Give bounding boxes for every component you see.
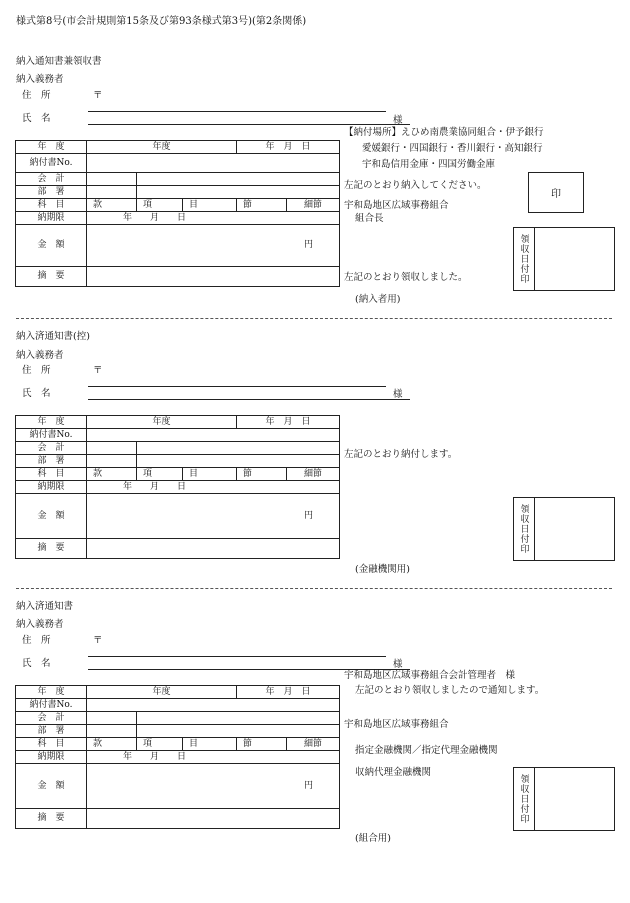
section1-org: 宇和島地区広域事務組合 xyxy=(344,200,449,211)
row-year-label: 年 度 xyxy=(16,686,87,699)
saisetsu-cell: 細節 xyxy=(287,738,340,751)
kan-cell: 款 xyxy=(87,738,137,751)
notice-no-value xyxy=(87,154,340,173)
receipt-date-label: 領収日付印 xyxy=(518,504,529,554)
section1-head: 組合長 xyxy=(355,213,384,224)
section2-receipt-date-box xyxy=(513,497,615,561)
kan-cell: 款 xyxy=(87,199,137,212)
form-number: 様式第8号(市会計規則第15条及び第93条様式第3号)(第2条関係) xyxy=(16,16,307,27)
row-year-label: 年 度 xyxy=(16,141,87,154)
section2-footer: (金融機関用) xyxy=(355,564,410,575)
account-code xyxy=(87,712,137,725)
year-value: 年度 xyxy=(87,416,237,429)
section1-postal-mark: 〒 xyxy=(93,90,103,101)
date-value: 年 月 日 xyxy=(237,416,340,429)
deadline-value: 年 月 日 xyxy=(87,481,340,494)
row-dept-label: 部 署 xyxy=(16,455,87,468)
section3-postal-mark: 〒 xyxy=(93,635,103,646)
section2-postal-mark: 〒 xyxy=(93,365,103,376)
notice-no-value xyxy=(87,429,340,442)
row-remarks-label: 摘 要 xyxy=(16,267,87,287)
section3-org: 宇和島地区広域事務組合 xyxy=(344,719,449,730)
cut-line-1 xyxy=(16,318,612,319)
section1-request-text: 左記のとおり納入してください。 xyxy=(344,180,487,191)
row-dept-label: 部 署 xyxy=(16,725,87,738)
remarks-value xyxy=(87,809,340,829)
dept-code xyxy=(87,186,137,199)
section2-address-line xyxy=(88,386,386,387)
row-account-label: 会 計 xyxy=(16,442,87,455)
year-value: 年度 xyxy=(87,141,237,154)
section3-address-line xyxy=(88,656,386,657)
amount-yen: 円 xyxy=(87,764,340,809)
remarks-value xyxy=(87,267,340,287)
section2-title: 納入済通知書(控) xyxy=(16,331,90,342)
row-remarks-label: 摘 要 xyxy=(16,809,87,829)
section1-pay-place-2: 愛媛銀行・四国銀行・香川銀行・高知銀行 xyxy=(362,143,543,154)
kan-cell: 款 xyxy=(87,468,137,481)
section3-notice-text: 左記のとおり領収しましたので通知します。 xyxy=(355,685,545,696)
notice-no-value xyxy=(87,699,340,712)
row-deadline-label: 納期限 xyxy=(16,751,87,764)
account-code xyxy=(87,173,137,186)
row-year-label: 年 度 xyxy=(16,416,87,429)
amount-yen: 円 xyxy=(87,225,340,267)
saisetsu-cell: 細節 xyxy=(287,199,340,212)
row-item-label: 科 目 xyxy=(16,468,87,481)
section1-address-line xyxy=(88,111,386,112)
seal-box xyxy=(528,172,584,213)
section3-manager: 宇和島地区広域事務組合会計管理者 様 xyxy=(344,670,516,681)
row-item-label: 科 目 xyxy=(16,199,87,212)
row-account-label: 会 計 xyxy=(16,712,87,725)
section1-name-line xyxy=(88,124,410,125)
row-notice-no-label: 納付書No. xyxy=(16,429,87,442)
kou-cell: 項 xyxy=(137,738,183,751)
section2-name-line xyxy=(88,399,410,400)
section1-received-text: 左記のとおり領収しました。 xyxy=(344,272,468,283)
row-amount-label: 金 額 xyxy=(16,764,87,809)
section3-footer: (組合用) xyxy=(355,833,391,844)
account-value xyxy=(137,173,340,186)
section3-bank-1: 指定金融機関／指定代理金融機関 xyxy=(355,745,498,756)
saisetsu-cell: 細節 xyxy=(287,468,340,481)
receipt-date-label: 領収日付印 xyxy=(518,774,529,824)
account-code xyxy=(87,442,137,455)
year-value: 年度 xyxy=(87,686,237,699)
row-notice-no-label: 納付書No. xyxy=(16,154,87,173)
seal-label: 印 xyxy=(551,189,561,200)
section2-name-label: 氏 名 xyxy=(22,388,51,399)
row-amount-label: 金 額 xyxy=(16,225,87,267)
section1-payer-label: 納入義務者 xyxy=(16,74,64,85)
section1-pay-place-3: 宇和島信用金庫・四国労働金庫 xyxy=(362,159,496,170)
account-value xyxy=(137,712,340,725)
row-item-label: 科 目 xyxy=(16,738,87,751)
section1-pay-place-1: 【納付場所】えひめ南農業協同組合・伊予銀行 xyxy=(344,127,544,138)
section3-receipt-date-box xyxy=(513,767,615,831)
dept-value xyxy=(137,455,340,468)
dept-value xyxy=(137,725,340,738)
row-deadline-label: 納期限 xyxy=(16,212,87,225)
row-amount-label: 金 額 xyxy=(16,494,87,539)
moku-cell: 目 xyxy=(183,468,237,481)
section3-title: 納入済通知書 xyxy=(16,601,74,612)
dept-code xyxy=(87,725,137,738)
row-deadline-label: 納期限 xyxy=(16,481,87,494)
setsu-cell: 節 xyxy=(237,199,287,212)
section2-payer-label: 納入義務者 xyxy=(16,350,64,361)
section3-address-label: 住 所 xyxy=(22,635,51,646)
receipt-date-label: 領収日付印 xyxy=(518,234,529,284)
row-dept-label: 部 署 xyxy=(16,186,87,199)
deadline-value: 年 月 日 xyxy=(87,751,340,764)
section3-bank-2: 収納代理金融機関 xyxy=(355,767,432,778)
section2-sama: 様 xyxy=(393,389,403,400)
section1-title: 納入通知書兼領収書 xyxy=(16,56,102,67)
cut-line-2 xyxy=(16,588,612,589)
section2-form-table xyxy=(15,415,340,559)
row-notice-no-label: 納付書No. xyxy=(16,699,87,712)
section1-receipt-date-box xyxy=(513,227,615,291)
section1-address-label: 住 所 xyxy=(22,90,51,101)
dept-value xyxy=(137,186,340,199)
moku-cell: 目 xyxy=(183,199,237,212)
section2-address-label: 住 所 xyxy=(22,365,51,376)
section1-sama: 様 xyxy=(393,115,403,126)
section3-payer-label: 納入義務者 xyxy=(16,619,64,630)
dept-code xyxy=(87,455,137,468)
remarks-value xyxy=(87,539,340,559)
moku-cell: 目 xyxy=(183,738,237,751)
account-value xyxy=(137,442,340,455)
section3-name-label: 氏 名 xyxy=(22,658,51,669)
date-value: 年 月 日 xyxy=(237,686,340,699)
kou-cell: 項 xyxy=(137,468,183,481)
section1-name-label: 氏 名 xyxy=(22,113,51,124)
section2-pay-text: 左記のとおり納付します。 xyxy=(344,449,458,460)
deadline-value: 年 月 日 xyxy=(87,212,340,225)
amount-yen: 円 xyxy=(87,494,340,539)
section3-sama: 様 xyxy=(393,659,403,670)
section1-footer: (納入者用) xyxy=(355,294,401,305)
date-value: 年 月 日 xyxy=(237,141,340,154)
setsu-cell: 節 xyxy=(237,468,287,481)
setsu-cell: 節 xyxy=(237,738,287,751)
section1-form-table xyxy=(15,140,340,287)
row-account-label: 会 計 xyxy=(16,173,87,186)
section3-form-table xyxy=(15,685,340,829)
row-remarks-label: 摘 要 xyxy=(16,539,87,559)
kou-cell: 項 xyxy=(137,199,183,212)
